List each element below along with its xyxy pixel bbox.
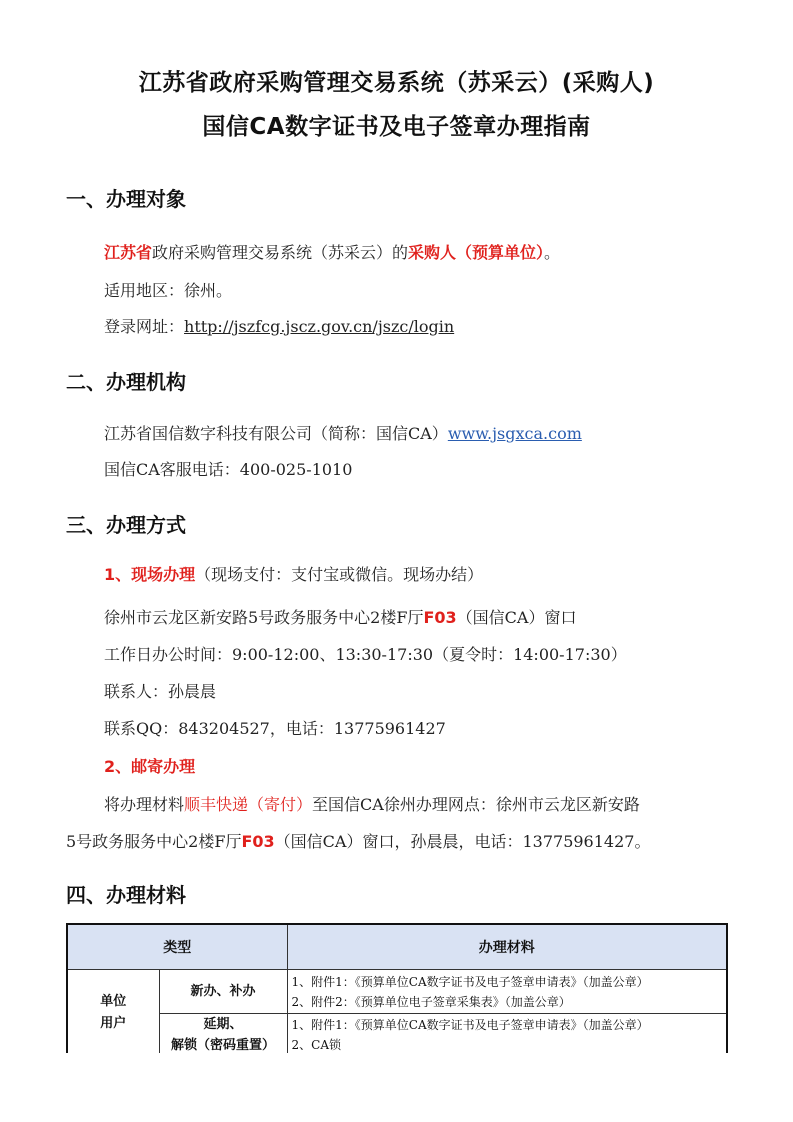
purchaser-highlight: 采购人（预算单位）	[408, 243, 545, 262]
section-heading-method: 三、办理方式	[66, 513, 186, 537]
category-cell	[67, 970, 159, 1058]
subtype-cell	[159, 1014, 287, 1058]
login-url-line	[104, 317, 454, 337]
section-heading-agency: 二、办理机构	[66, 370, 186, 394]
subtype-label: 新办、补办	[190, 984, 256, 999]
mail-title-text: 2、邮寄办理	[104, 757, 196, 776]
mail-text-a: 将办理材料	[104, 795, 185, 814]
subtype-cell	[159, 970, 287, 1014]
address-window: （国信CA）窗口	[456, 608, 577, 627]
document-title-line1: 江苏省政府采购管理交易系统（苏采云）(采购人)	[138, 70, 655, 96]
hotline: 国信CA客服电话：400-025-1010	[104, 460, 353, 479]
agency-website-link[interactable]: www.jsgxca.com	[447, 424, 582, 443]
onsite-address	[104, 608, 576, 628]
section-heading-materials: 四、办理材料	[66, 883, 186, 907]
table-row	[67, 1014, 727, 1058]
materials-table	[66, 923, 728, 1059]
system-name: 政府采购管理交易系统（苏采云）的	[152, 243, 409, 262]
login-url-link[interactable]: http://jszfcg.jscz.gov.cn/jszc/login	[184, 317, 455, 336]
agency-name: 江苏省国信数字科技有限公司（简称：国信CA）	[104, 424, 448, 443]
document-title-line2: 国信CA数字证书及电子签章办理指南	[202, 114, 591, 140]
mail-instructions-line2	[66, 832, 650, 852]
header-materials: 办理材料	[287, 924, 727, 970]
mail-title	[104, 757, 195, 777]
materials-cell	[287, 970, 727, 1014]
agency-line	[104, 424, 582, 444]
mail-text-b: 至国信CA徐州办理网点：徐州市云龙区新安路	[312, 795, 640, 814]
table-header-row	[67, 924, 727, 970]
section-heading-target: 一、办理对象	[66, 187, 186, 211]
mail-window-code: F03	[241, 832, 275, 851]
mail-text-d: （国信CA）窗口，孙晨晨，电话：13775961427。	[274, 832, 651, 851]
contact-person: 联系人：孙晨晨	[104, 682, 217, 701]
onsite-title: 1、现场办理	[104, 565, 196, 584]
subtype-label-line2: 解锁（密码重置）	[170, 1038, 275, 1054]
material-item: 2、附件2：《预算单位电子签章采集表》（加盖公章）	[291, 994, 571, 1009]
courier-highlight: 顺丰快递（寄付）	[184, 795, 313, 814]
material-item: 1、附件1：《预算单位CA数字证书及电子签章申请表》（加盖公章）	[291, 1018, 649, 1033]
material-item: 2、CA锁	[291, 1038, 341, 1053]
material-item: 1、附件1：《预算单位CA数字证书及电子签章申请表》（加盖公章）	[291, 974, 649, 989]
period: 。	[544, 243, 561, 262]
target-description	[104, 243, 560, 263]
header-type: 类型	[67, 924, 287, 970]
office-hours: 工作日办公时间：9:00-12:00、13:30-17:30（夏令时：14:00-17:30）	[104, 645, 627, 664]
mail-text-c: 5号政务服务中心2楼F厅	[66, 832, 242, 851]
category-line2: 用户	[100, 1016, 127, 1032]
window-code: F03	[423, 608, 457, 627]
materials-cell	[287, 1014, 727, 1058]
table-row	[67, 970, 727, 1014]
page-bottom-area	[0, 1053, 793, 1122]
contact-qq-phone: 联系QQ：843204527，电话：13775961427	[104, 719, 446, 738]
address-text: 徐州市云龙区新安路5号政务服务中心2楼F厅	[104, 608, 424, 627]
category-line1: 单位	[100, 994, 127, 1010]
province-highlight: 江苏省	[104, 243, 153, 262]
onsite-title-line	[104, 565, 483, 585]
applicable-region: 适用地区：徐州。	[104, 281, 233, 300]
subtype-label: 延期、	[203, 1017, 243, 1033]
onsite-note: （现场支付：支付宝或微信。现场办结）	[195, 565, 484, 584]
mail-instructions-line1	[104, 795, 640, 815]
login-label: 登录网址：	[104, 317, 185, 336]
